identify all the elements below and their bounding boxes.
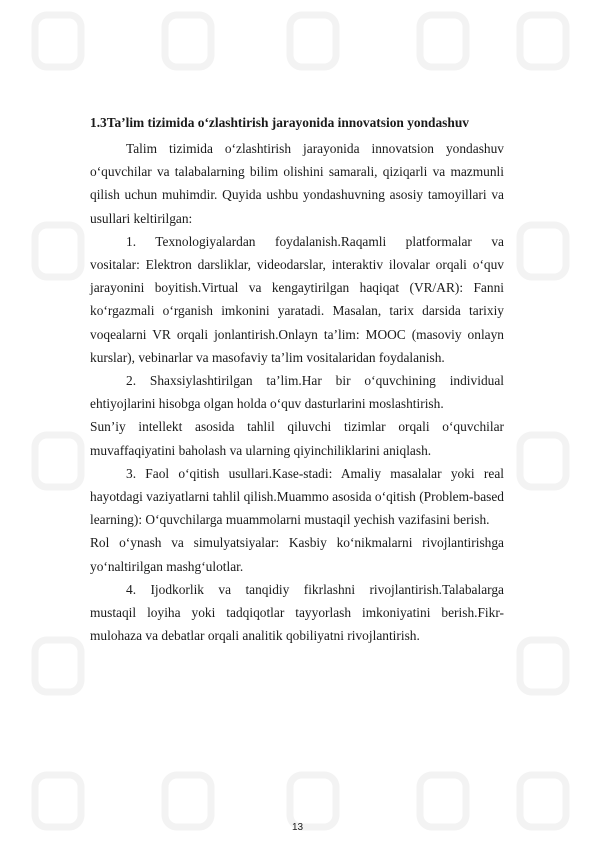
item-2-paragraph: 2. Shaxsiylashtirilgan ta’lim.Har bir o‘quvchining individual ehtiyojlarini hisobga olgan holda o‘quv dasturlarini moslashtirish. <box>90 373 504 412</box>
intro-paragraph: Talim tizimida o‘zlashtirish jarayonida innovatsion yondashuv o‘quvchilar va talabalarning bilim olishini samarali, qiziqarli va mazmunli qilish uchun muhimdir. Quyida ushbu yondashuvning asosiy tamoyillari va usullari keltirilgan: <box>90 141 504 226</box>
ai-paragraph: Sun’iy intellekt asosida tahlil qiluvchi tizimlar orqali o‘quvchilar muvaffaqiyatini baholash va ularning qiyinchiliklarini aniqlash. <box>90 419 504 458</box>
item-4-heading: 4. Ijodkorlik va tanqidiy fikrlashni rivojlantirish.Talabalarga <box>126 581 504 597</box>
document-body <box>90 113 504 647</box>
page-number: 13 <box>291 822 304 833</box>
item-1-heading: 1. Texnologiyalardan foydalanish.Raqamli platformalar va <box>126 233 504 249</box>
item-1-body: vositalar: Elektron darsliklar, videodarslar, interaktiv ilovalar orqali o‘quv jarayonini boyitish.Virtual va kengaytirilgan haqiqat (VR/AR): Fanni ko‘rgazmali o‘rganish imkonini yaratadi. Masalan, tarix darsida tarixiy voqealarni VR orqali jonlantirish.Onlayn ta’lim: MOOC (masoviy onlayn kurslar), vebinarlar va masofaviy ta’lim vositalaridan foydalanish. <box>90 257 504 365</box>
section-heading: 1.3Ta’lim tizimida o‘zlashtirish jarayonida innovatsion yondashuv <box>90 115 469 130</box>
item-4-body: mustaqil loyiha yoki tadqiqotlar tayyorlash imkoniyatini berish.Fikr-mulohaza va debatlar orqali analitik qobiliyatni rivojlantirish. <box>90 605 504 644</box>
item-3-paragraph: 3. Faol o‘qitish usullari.Kase-stadi: Amaliy masalalar yoki real hayotdagi vaziyatlarni tahlil qilish.Muammo asosida o‘qitish (Problem-based learning): O‘quvchilarga muammolarni mustaqil yechish vazifasini berish. <box>90 465 504 528</box>
roleplay-paragraph: Rol o‘ynash va simulyatsiyalar: Kasbiy ko‘nikmalarni rivojlantirishga yo‘naltirilgan mashg‘ulotlar. <box>90 535 504 574</box>
